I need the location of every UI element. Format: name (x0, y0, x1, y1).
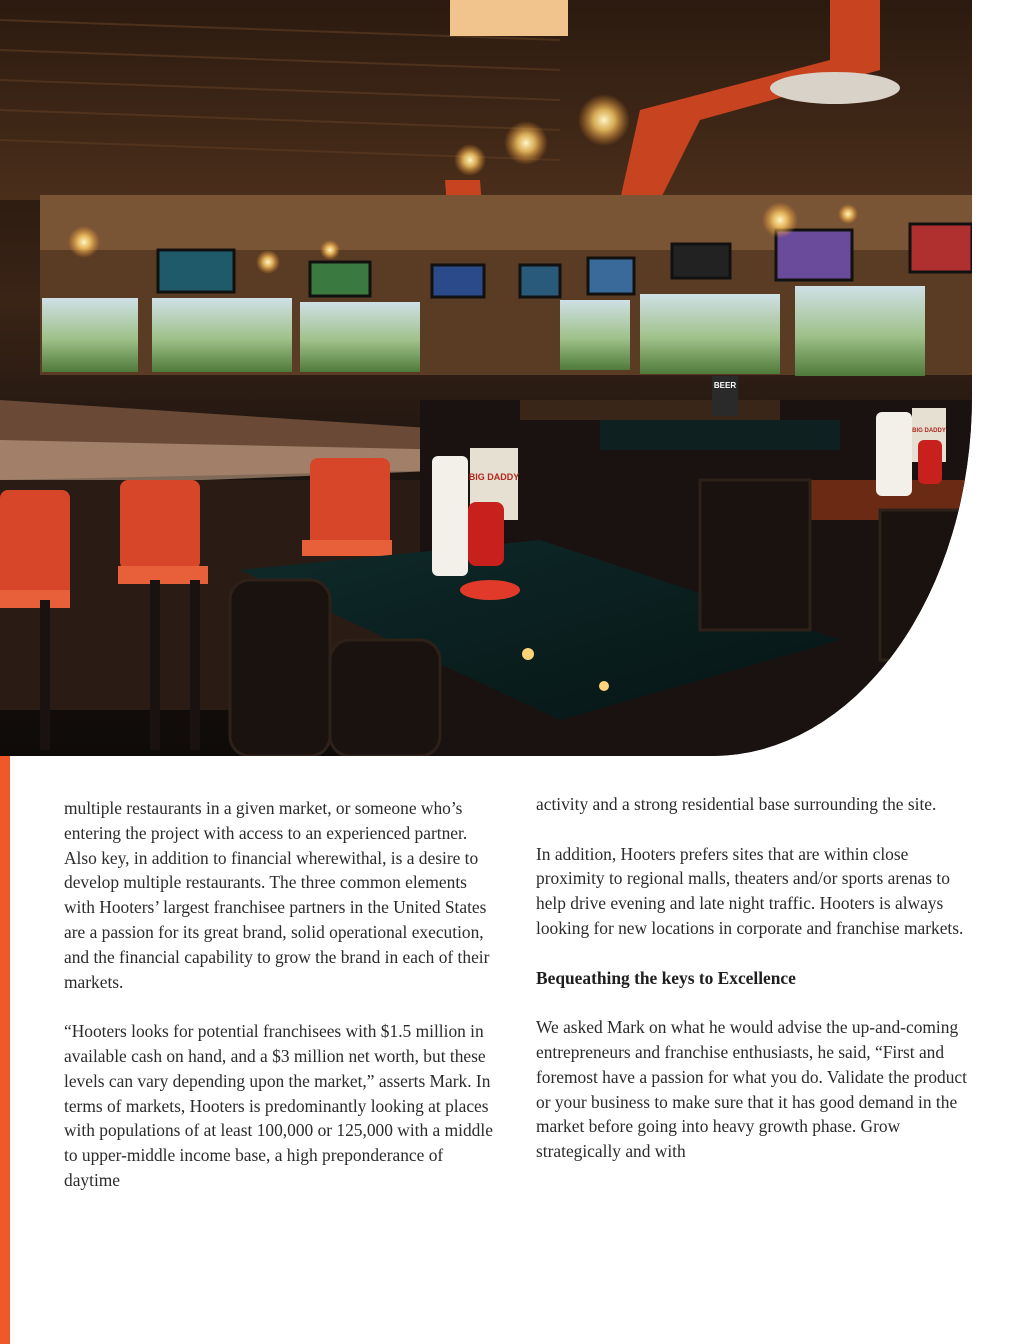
ketchup-bottle-2 (918, 440, 942, 484)
beer-sign-text: BEER (713, 381, 737, 390)
sauce-sign-text: BIG DADDY (468, 472, 520, 482)
paragraph: activity and a strong residential base surrounding the site. (536, 794, 937, 814)
ceiling-panel (450, 0, 568, 36)
ceiling-vent (770, 72, 900, 104)
paragraph: “Hooters looks for potential franchisees with $1.5 million in available cash on hand, and a $3 million net worth, but these levels can vary depending upon the market,” asserts Mark. In terms of markets, Hooters is predominantly looking at places with populations of at least 100,000 or 125,000 with a middle to upper-middle income base, a high preponderance of daytime (64, 1021, 493, 1190)
section-heading: Bequeathing the keys to Excellence (536, 967, 796, 988)
paper-towel-roll (432, 456, 468, 576)
accent-bar (0, 756, 10, 1344)
paragraph: We asked Mark on what he would advise the up-and-coming entrepreneurs and franchise enthusiasts, he said, “First and foremost have a passion for what you do. Validate the product or your business to make sure that it has good demand in the market before going into heavy growth phase. Grow strategically and with (536, 1017, 967, 1162)
paragraph: multiple restaurants in a given market, or someone who’s entering the project with access to an experienced partner. Also key, in addition to financial wherewithal, is a desire to develop multiple restaurants. The three common elements with Hooters’ largest franchisee partners in the United States are a passion for its great brand, solid operational execution, and the financial capability to grow the brand in each of their markets. (64, 798, 490, 992)
article-right-column (536, 796, 968, 1189)
ketchup-bottle (468, 502, 504, 566)
paper-towel-roll-2 (876, 412, 912, 496)
article-left-column (64, 796, 496, 1218)
paragraph: In addition, Hooters prefers sites that are within close proximity to regional malls, theaters and/or sports arenas to help drive evening and late night traffic. Hooters is always looking for new locations in corporate and franchise markets. (536, 843, 964, 938)
sauce-sign-2-text: BIG DADDY (912, 428, 946, 434)
